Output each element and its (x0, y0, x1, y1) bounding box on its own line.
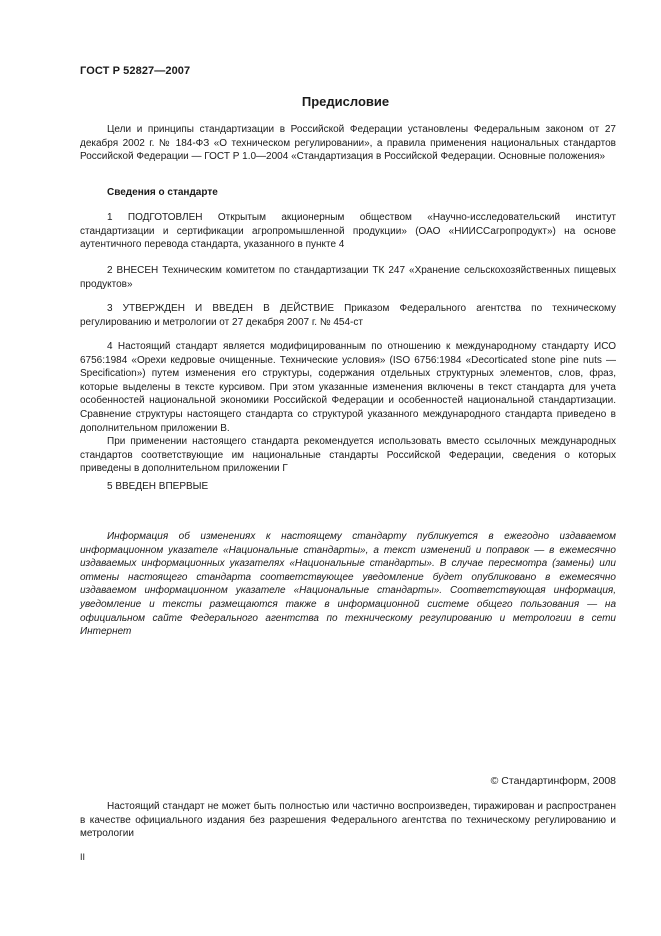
item-4-text: 4 Настоящий стандарт является модифицированным по отношению к международному стандарту ИСО 6756:1984 «Орехи кедровые очищенные. Технические условия» (ISO 6756:1984 «Decorticated stone pine nuts — Specification») путем изменения его структуры, содержания отдельных структурных элементов, слов, фраз, которые выделены в тексте курсивом. При этом указанные изменения включены в текст стандарта для учета особенностей национальной экономики Российской Федерации и особенностей национальной стандартизации. Сравнение структуры настоящего стандарта со структурой указанного международного стандарта приведено в дополнительном приложении В. (80, 341, 616, 434)
page-title: Предисловие (301, 94, 390, 109)
item-5-text: 5 ВВЕДЕН ВПЕРВЫЕ (107, 481, 209, 492)
reproduction-notice (80, 800, 616, 841)
page-number: II (80, 852, 86, 862)
subheading (80, 186, 616, 200)
item-1-text: 1 ПОДГОТОВЛЕН Открытым акционерным обществом «Научно-исследовательский институт стандартизации и сертификации агропромышленной продукции» (ОАО «НИИССагропродукт») на основе аутентичного перевода стандарта, указанного в пункте 4 (80, 212, 616, 251)
item-1 (80, 211, 616, 252)
item-4 (80, 340, 616, 476)
item-4-continuation: При применении настоящего стандарта рекомендуется использовать вместо ссылочных международных стандартов соответствующие им национальные стандарты Российской Федерации, сведения о которых приведены в дополнительном приложении Г (80, 436, 616, 475)
item-5 (80, 480, 616, 494)
copyright: © Стандартинформ, 2008 (490, 775, 616, 787)
changes-info (80, 530, 616, 639)
item-2-text: 2 ВНЕСЕН Техническим комитетом по стандартизации ТК 247 «Хранение сельскохозяйственных пищевых продуктов» (80, 265, 616, 290)
item-2 (80, 264, 616, 291)
intro-paragraph (80, 123, 616, 164)
changes-info-text: Информация об изменениях к настоящему стандарту публикуется в ежегодно издаваемом информационном указателе «Национальные стандарты», а текст изменений и поправок — в ежемесячно издаваемых информационных указателях «Национальные стандарты». В случае пересмотра (замены) или отмены настоящего стандарта соответствующее уведомление будет опубликовано в ежемесячно издаваемом информационном указателе «Национальные стандарты». Соответствующая информация, уведомление и тексты размещаются также в информационной системе общего пользования — на официальном сайте Федерального агентства по техническому регулированию и метрологии в сети Интернет (80, 531, 616, 638)
document-header: ГОСТ Р 52827—2007 (80, 65, 191, 77)
intro-text: Цели и принципы стандартизации в Российской Федерации установлены Федеральным законом от 27 декабря 2002 г. № 184-ФЗ «О техническом регулировании», а правила применения национальных стандартов Российской Федерации — ГОСТ Р 1.0—2004 «Стандартизация в Российской Федерации. Основные положения» (80, 124, 616, 163)
reproduction-notice-text: Настоящий стандарт не может быть полностью или частично воспроизведен, тиражирован и распространен в качестве официального издания без разрешения Федерального агентства по техническому регулированию и метрологии (80, 801, 616, 840)
item-3-text: 3 УТВЕРЖДЕН И ВВЕДЕН В ДЕЙСТВИЕ Приказом Федерального агентства по техническому регулированию и метрологии от 27 декабря 2007 г. № 454-ст (80, 303, 616, 328)
item-3 (80, 302, 616, 329)
subheading-text: Сведения о стандарте (107, 187, 218, 198)
